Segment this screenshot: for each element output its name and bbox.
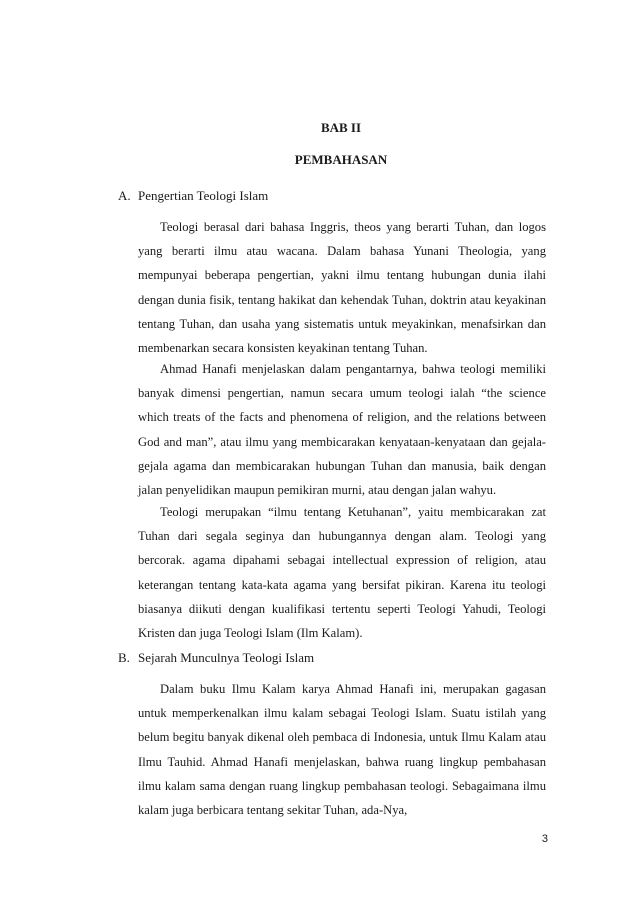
chapter-number: BAB II xyxy=(320,120,362,135)
section-b-paragraph-1: Dalam buku Ilmu Kalam karya Ahmad Hanafi ini, merupakan gagasan untuk memperkenalkan ilmu kalam sebagai Teologi Islam. Suatu istilah yang belum begitu banyak dikenal oleh pembaca di Indonesia, untuk Ilmu Kalam atau Ilmu Tauhid. Ahmad Hanafi menjelaskan, bahwa ruang lingkup pembahasan ilmu kalam sama dengan ruang lingkup pembahasan teologi. Sebagaimana ilmu kalam juga berbicara tentang sekitar Tuhan, ada-Nya, xyxy=(138,682,546,818)
section-b-heading xyxy=(118,650,314,666)
section-b-letter: B. xyxy=(118,650,130,665)
chapter-title: PEMBAHASAN xyxy=(294,152,388,167)
section-a-paragraph-1: Teologi berasal dari bahasa Inggris, theos yang berarti Tuhan, dan logos yang berarti ilmu atau wacana. Dalam bahasa Yunani Theologia, yang mempunyai beberapa pengertian, yakni ilmu tentang hubungan dunia ilahi dengan dunia fisik, tentang hakikat dan kehendak Tuhan, doktrin atau keyakinan tentang Tuhan, dan usaha yang sistematis untuk meyakinkan, menafsirkan dan membenarkan secara konsisten keyakinan tentang Tuhan. xyxy=(138,220,546,356)
section-a-title: Pengertian Teologi Islam xyxy=(138,188,269,203)
page-number: 3 xyxy=(541,833,548,845)
section-b-title: Sejarah Munculnya Teologi Islam xyxy=(138,650,315,665)
section-a-letter: A. xyxy=(118,188,131,203)
section-a-paragraph-2: Ahmad Hanafi menjelaskan dalam pengantarnya, bahwa teologi memiliki banyak dimensi pengertian, namun secara umum teologi ialah “the science which treats of the facts and phenomena of religion, and the relations between God and man”, atau ilmu yang membicarakan kenyataan-kenyataan dan gejala-gejala agama dan membicarakan hubungan Tuhan dan manusia, baik dengan jalan penyelidikan maupun pemikiran murni, atau dengan jalan wahyu. xyxy=(138,362,546,498)
section-a-heading xyxy=(118,188,268,204)
section-a-paragraph-3: Teologi merupakan “ilmu tentang Ketuhanan”, yaitu membicarakan zat Tuhan dari segala seginya dan hubungannya dengan alam. Teologi yang bercorak. agama dipahami sebagai intellectual expression of religion, atau keterangan tentang kata-kata agama yang bersifat pikiran. Karena itu teologi biasanya diikuti dengan kualifikasi tertentu seperti Teologi Yahudi, Teologi Kristen dan juga Teologi Islam (Ilm Kalam). xyxy=(138,505,546,641)
